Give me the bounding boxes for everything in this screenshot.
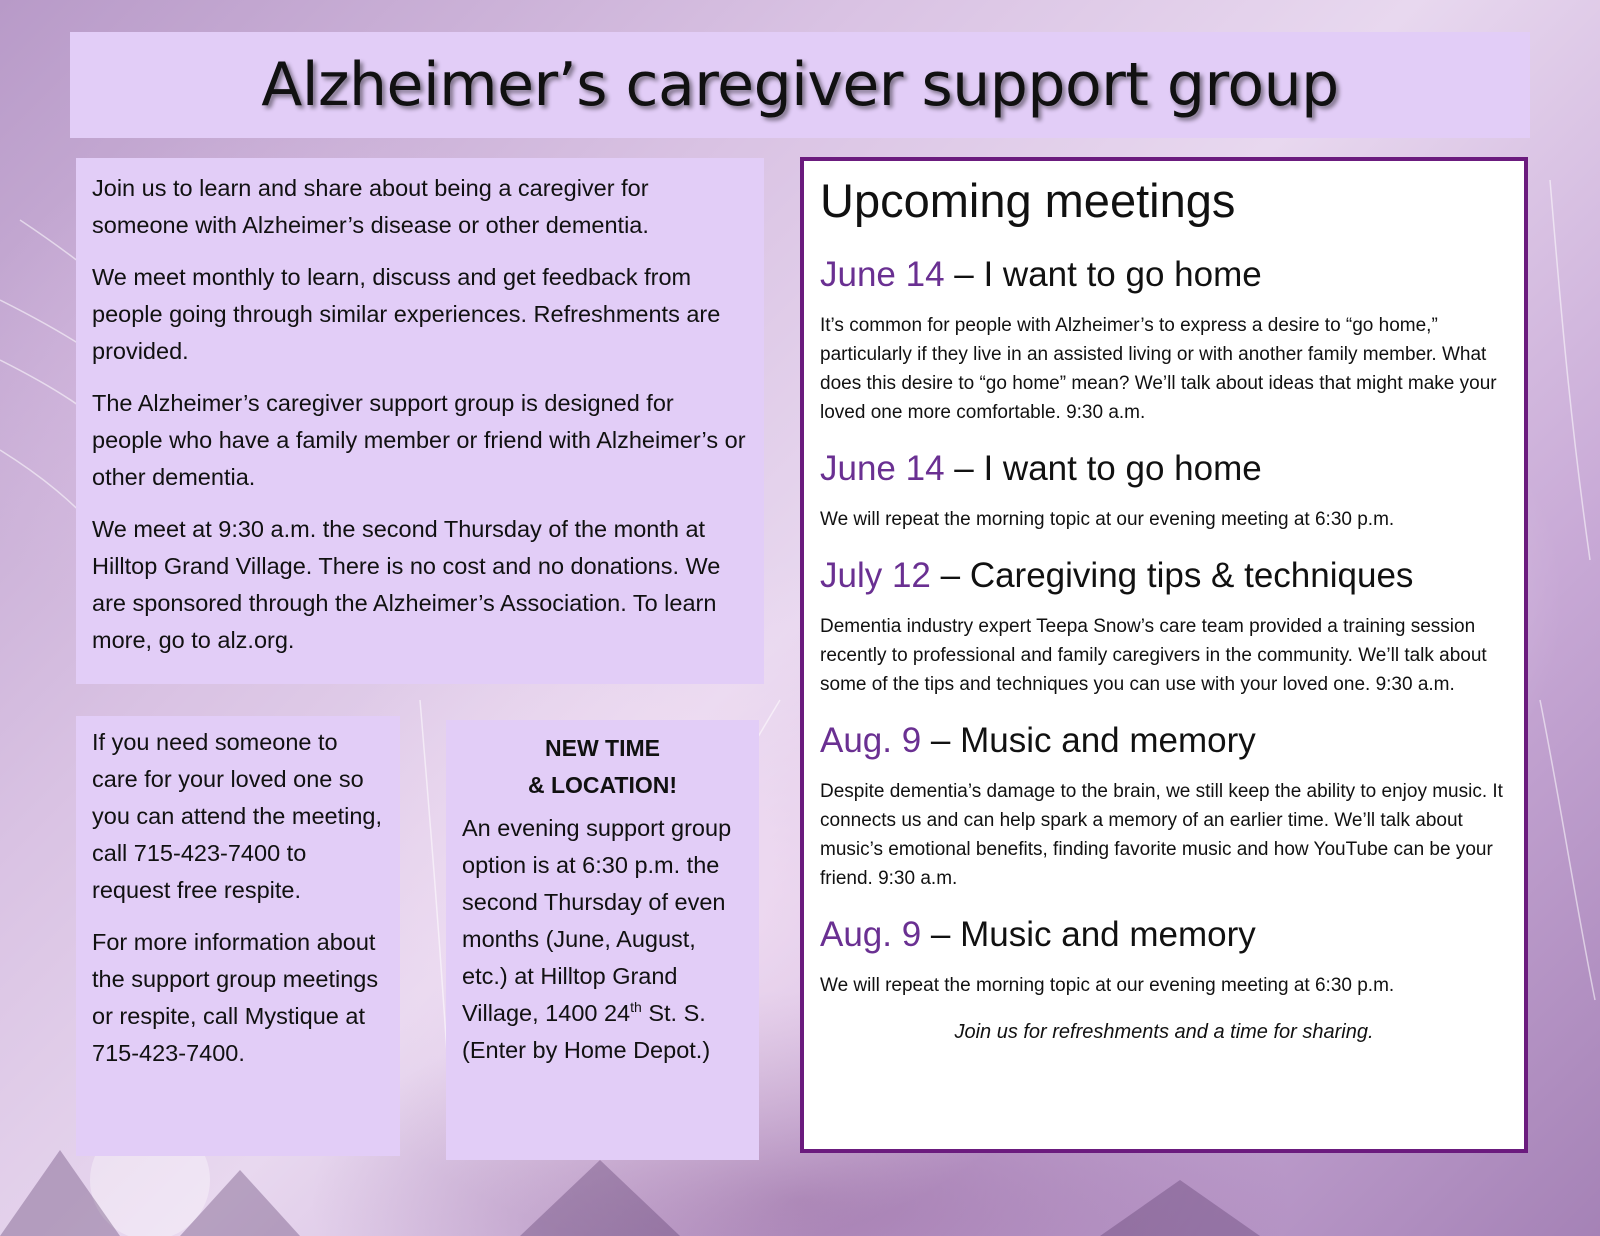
contact-paragraph: For more information about the support group meetings or respite, call Mystique at 715-423-7400. bbox=[92, 929, 379, 1066]
new-time-heading bbox=[462, 730, 743, 804]
meeting-item bbox=[820, 717, 1508, 893]
intro-paragraph: We meet monthly to learn, discuss and get feedback from people going through similar experiences. Refreshments are provided. bbox=[92, 264, 721, 364]
upcoming-meetings-panel bbox=[800, 157, 1528, 1153]
intro-paragraph: We meet at 9:30 a.m. the second Thursday of the month at Hilltop Grand Village. There is no cost and no donations. We are sponsored through the Alzheimer’s Association. To learn more, go to alz.org. bbox=[92, 516, 721, 653]
meeting-description: Dementia industry expert Teepa Snow’s care team provided a training session recently to professional and family caregivers in the community. We’ll talk about some of the tips and techniques you can use with your loved one. 9:30 a.m. bbox=[820, 616, 1487, 695]
meeting-item bbox=[820, 445, 1508, 534]
new-time-paragraph bbox=[462, 810, 743, 1069]
meeting-item bbox=[820, 552, 1508, 699]
meeting-topic: – I want to go home bbox=[944, 255, 1262, 294]
new-time-location-panel bbox=[446, 720, 759, 1160]
new-time-text-end: St. S. (Enter by Home Depot.) bbox=[462, 1000, 711, 1063]
intro-panel bbox=[76, 158, 764, 684]
meeting-description: We will repeat the morning topic at our evening meeting at 6:30 p.m. bbox=[820, 509, 1395, 530]
meeting-topic: – Music and memory bbox=[921, 915, 1256, 954]
meeting-topic: – Caregiving tips & techniques bbox=[930, 556, 1414, 595]
meeting-description: We will repeat the morning topic at our evening meeting at 6:30 p.m. bbox=[820, 975, 1395, 996]
meeting-date: June 14 bbox=[820, 449, 945, 488]
upcoming-meetings-heading: Upcoming meetings bbox=[820, 174, 1236, 227]
meeting-description: It’s common for people with Alzheimer’s to express a desire to “go home,” particularly if they live in an assisted living or with another family member. What does this desire to “go home” mean? We’ll talk about ideas that might make your loved one more comfortable. 9:30 a.m. bbox=[820, 315, 1497, 423]
intro-paragraph: The Alzheimer’s caregiver support group is designed for people who have a family member or friend with Alzheimer’s or other dementia. bbox=[92, 390, 746, 490]
meeting-date: July 12 bbox=[820, 556, 931, 595]
page-title: Alzheimer’s caregiver support group bbox=[261, 50, 1339, 120]
new-time-heading-line2: & LOCATION! bbox=[527, 772, 678, 798]
title-banner bbox=[70, 32, 1530, 138]
meeting-description: Despite dementia’s damage to the brain, we still keep the ability to enjoy music. It connects us and can help spark a memory of an earlier time. We’ll talk about music’s emotional benefits, finding favorite music and how YouTube can be your friend. 9:30 a.m. bbox=[820, 781, 1503, 889]
respite-panel bbox=[76, 716, 400, 1156]
meeting-title bbox=[820, 552, 1508, 600]
meeting-date: Aug. 9 bbox=[820, 721, 922, 760]
meeting-date: Aug. 9 bbox=[820, 915, 922, 954]
meeting-topic: – Music and memory bbox=[921, 721, 1256, 760]
meeting-item bbox=[820, 251, 1508, 427]
meeting-title bbox=[820, 445, 1508, 493]
respite-paragraph: If you need someone to care for your loved one so you can attend the meeting, call 715-423-7400 to request free respite. bbox=[92, 729, 383, 903]
closing-note: Join us for refreshments and a time for sharing. bbox=[954, 1021, 1374, 1043]
meeting-item bbox=[820, 911, 1508, 1000]
meeting-topic: – I want to go home bbox=[944, 449, 1262, 488]
new-time-text: An evening support group option is at 6:30 p.m. the second Thursday of even months (June, August, etc.) at Hilltop Grand Village, 1400 24 bbox=[462, 815, 732, 1026]
meeting-title bbox=[820, 911, 1508, 959]
intro-paragraph: Join us to learn and share about being a caregiver for someone with Alzheimer’s disease or other dementia. bbox=[92, 175, 649, 238]
new-time-heading-line1: NEW TIME bbox=[545, 735, 660, 761]
ordinal-suffix: th bbox=[630, 999, 642, 1016]
meeting-title bbox=[820, 251, 1508, 299]
meeting-date: June 14 bbox=[820, 255, 945, 294]
meeting-title bbox=[820, 717, 1508, 765]
